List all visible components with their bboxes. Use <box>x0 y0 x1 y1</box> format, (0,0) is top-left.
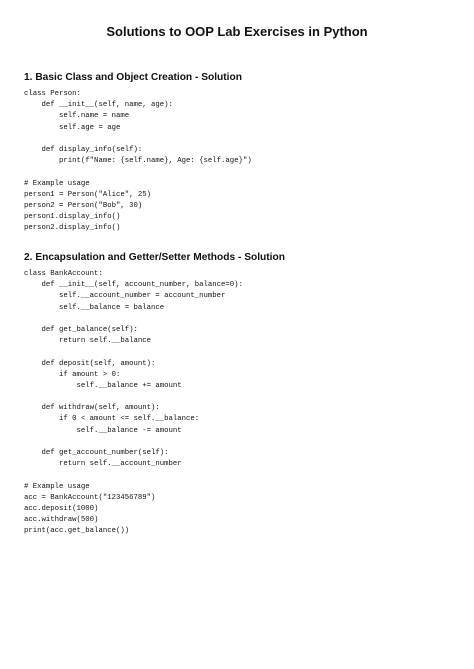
code-line: acc = BankAccount("123456789") <box>24 493 156 502</box>
code-line <box>24 314 243 325</box>
section-heading-encapsulation: 2. Encapsulation and Getter/Setter Methods - Solution <box>24 252 285 263</box>
code-line: def get_account_number(self): <box>24 449 169 457</box>
code-line: person1 = Person("Alice", 25) <box>24 190 151 199</box>
code-line <box>24 437 243 448</box>
code-line: class BankAccount: <box>24 270 103 278</box>
code-line: def __init__(self, name, age): <box>24 101 173 110</box>
code-line <box>24 470 243 481</box>
code-line: if 0 < amount <= self.__balance: <box>24 415 200 424</box>
code-line: def display_info(self): <box>24 145 143 154</box>
code-line: return self.__account_number <box>24 460 182 469</box>
section-heading-basic-class: 1. Basic Class and Object Creation - Solution <box>24 72 242 83</box>
code-line: # Example usage <box>24 179 90 188</box>
code-line <box>24 134 252 145</box>
code-line: print(f"Name: {self.name}, Age: {self.age}") <box>24 157 252 166</box>
code-line: return self.__balance <box>24 337 151 346</box>
code-line <box>24 392 243 403</box>
code-line: person2 = Person("Bob", 30) <box>24 201 143 210</box>
code-line: self.__balance -= amount <box>24 426 182 435</box>
code-line: self.__account_number = account_number <box>24 292 226 301</box>
code-line: self.name = name <box>24 112 130 121</box>
code-line: def withdraw(self, amount): <box>24 404 160 413</box>
code-line: def __init__(self, account_number, balance=0): <box>24 281 243 290</box>
code-line: self.__balance += amount <box>24 381 182 390</box>
code-line <box>24 167 252 178</box>
code-line: class Person: <box>24 90 81 98</box>
code-block-person-class <box>24 89 252 234</box>
code-line: def get_balance(self): <box>24 325 138 334</box>
document-title: Solutions to OOP Lab Exercises in Python <box>106 24 368 39</box>
code-block-bank-account-class <box>24 269 243 538</box>
code-line: def deposit(self, amount): <box>24 359 156 368</box>
code-line: self.age = age <box>24 123 121 132</box>
code-line: person1.display_info() <box>24 213 121 222</box>
code-line: acc.withdraw(500) <box>24 516 99 525</box>
code-line: self.__balance = balance <box>24 303 165 312</box>
code-line <box>24 347 243 358</box>
code-line: if amount > 0: <box>24 370 121 379</box>
code-line: print(acc.get_balance()) <box>24 527 130 536</box>
code-line: acc.deposit(1000) <box>24 504 99 513</box>
code-line: # Example usage <box>24 482 90 491</box>
code-line: person2.display_info() <box>24 224 121 233</box>
